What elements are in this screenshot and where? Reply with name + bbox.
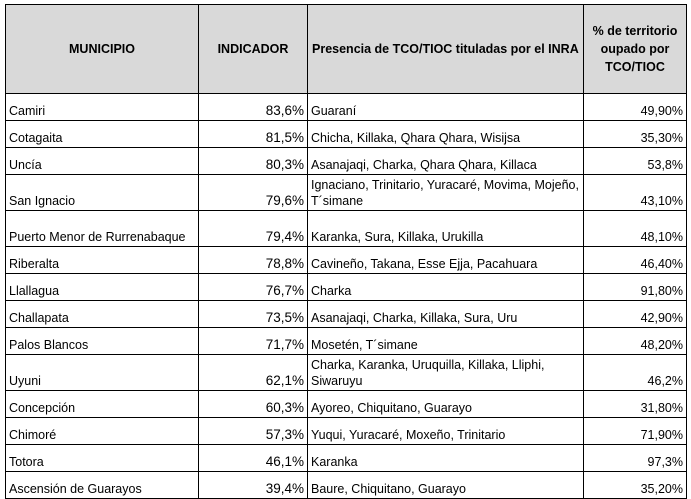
- cell-indicador: 78,8%: [199, 247, 308, 274]
- cell-municipio: Palos Blancos: [6, 328, 199, 355]
- table-row: [6, 175, 687, 211]
- header-presencia: Presencia de TCO/TIOC tituladas por el INRA: [308, 5, 584, 94]
- table-row: [6, 445, 687, 472]
- cell-indicador: 73,5%: [199, 301, 308, 328]
- cell-tco: Karanka: [308, 445, 584, 472]
- cell-porcentaje: 48,20%: [584, 328, 687, 355]
- cell-indicador: 83,6%: [199, 94, 308, 121]
- cell-porcentaje: 42,90%: [584, 301, 687, 328]
- cell-tco: Chicha, Killaka, Qhara Qhara, Wisijsa: [308, 121, 584, 148]
- cell-porcentaje: 91,80%: [584, 274, 687, 301]
- cell-porcentaje: 48,10%: [584, 211, 687, 247]
- cell-porcentaje: 46,2%: [584, 355, 687, 391]
- cell-tco: Yuqui, Yuracaré, Moxeño, Trinitario: [308, 418, 584, 445]
- table-row: [6, 328, 687, 355]
- cell-indicador: 79,6%: [199, 175, 308, 211]
- cell-municipio: San Ignacio: [6, 175, 199, 211]
- municipios-table: [5, 4, 687, 499]
- table-row: [6, 391, 687, 418]
- table-row: [6, 274, 687, 301]
- cell-indicador: 71,7%: [199, 328, 308, 355]
- cell-municipio: Totora: [6, 445, 199, 472]
- cell-municipio: Uncía: [6, 148, 199, 175]
- table-row: [6, 472, 687, 499]
- cell-municipio: Challapata: [6, 301, 199, 328]
- table-row: [6, 418, 687, 445]
- cell-tco: Cavineño, Takana, Esse Ejja, Pacahuara: [308, 247, 584, 274]
- cell-porcentaje: 49,90%: [584, 94, 687, 121]
- table-row: [6, 211, 687, 247]
- table-body: [6, 94, 687, 499]
- table-row: [6, 148, 687, 175]
- cell-indicador: 39,4%: [199, 472, 308, 499]
- table-row: [6, 121, 687, 148]
- cell-municipio: Uyuni: [6, 355, 199, 391]
- cell-municipio: Concepción: [6, 391, 199, 418]
- table-row: [6, 355, 687, 391]
- cell-municipio: Ascensión de Guarayos: [6, 472, 199, 499]
- cell-tco: Asanajaqi, Charka, Qhara Qhara, Killaca: [308, 148, 584, 175]
- cell-porcentaje: 31,80%: [584, 391, 687, 418]
- cell-tco: Charka: [308, 274, 584, 301]
- cell-tco: Mosetén, T´simane: [308, 328, 584, 355]
- header-indicador: INDICADOR: [199, 5, 308, 94]
- cell-porcentaje: 35,20%: [584, 472, 687, 499]
- cell-indicador: 62,1%: [199, 355, 308, 391]
- table-row: [6, 247, 687, 274]
- cell-tco: Ayoreo, Chiquitano, Guarayo: [308, 391, 584, 418]
- cell-indicador: 46,1%: [199, 445, 308, 472]
- header-porcentaje: % de territorio oupado por TCO/TIOC: [584, 5, 687, 94]
- cell-porcentaje: 35,30%: [584, 121, 687, 148]
- cell-porcentaje: 97,3%: [584, 445, 687, 472]
- cell-indicador: 81,5%: [199, 121, 308, 148]
- cell-indicador: 76,7%: [199, 274, 308, 301]
- cell-porcentaje: 43,10%: [584, 175, 687, 211]
- cell-municipio: Riberalta: [6, 247, 199, 274]
- cell-indicador: 79,4%: [199, 211, 308, 247]
- cell-tco: Karanka, Sura, Killaka, Urukilla: [308, 211, 584, 247]
- cell-tco: Charka, Karanka, Uruquilla, Killaka, Lliphi, Siwaruyu: [308, 355, 584, 391]
- cell-indicador: 80,3%: [199, 148, 308, 175]
- cell-porcentaje: 71,90%: [584, 418, 687, 445]
- cell-municipio: Cotagaita: [6, 121, 199, 148]
- table-row: [6, 301, 687, 328]
- cell-municipio: Puerto Menor de Rurrenabaque: [6, 211, 199, 247]
- cell-municipio: Llallagua: [6, 274, 199, 301]
- cell-porcentaje: 53,8%: [584, 148, 687, 175]
- cell-tco: Asanajaqi, Charka, Killaka, Sura, Uru: [308, 301, 584, 328]
- table-row: [6, 94, 687, 121]
- header-municipio: MUNICIPIO: [6, 5, 199, 94]
- header-row: [6, 5, 687, 94]
- cell-tco: Ignaciano, Trinitario, Yuracaré, Movima, Mojeño, T´simane: [308, 175, 584, 211]
- cell-indicador: 57,3%: [199, 418, 308, 445]
- cell-indicador: 60,3%: [199, 391, 308, 418]
- cell-tco: Baure, Chiquitano, Guarayo: [308, 472, 584, 499]
- cell-tco: Guaraní: [308, 94, 584, 121]
- cell-porcentaje: 46,40%: [584, 247, 687, 274]
- cell-municipio: Camiri: [6, 94, 199, 121]
- cell-municipio: Chimoré: [6, 418, 199, 445]
